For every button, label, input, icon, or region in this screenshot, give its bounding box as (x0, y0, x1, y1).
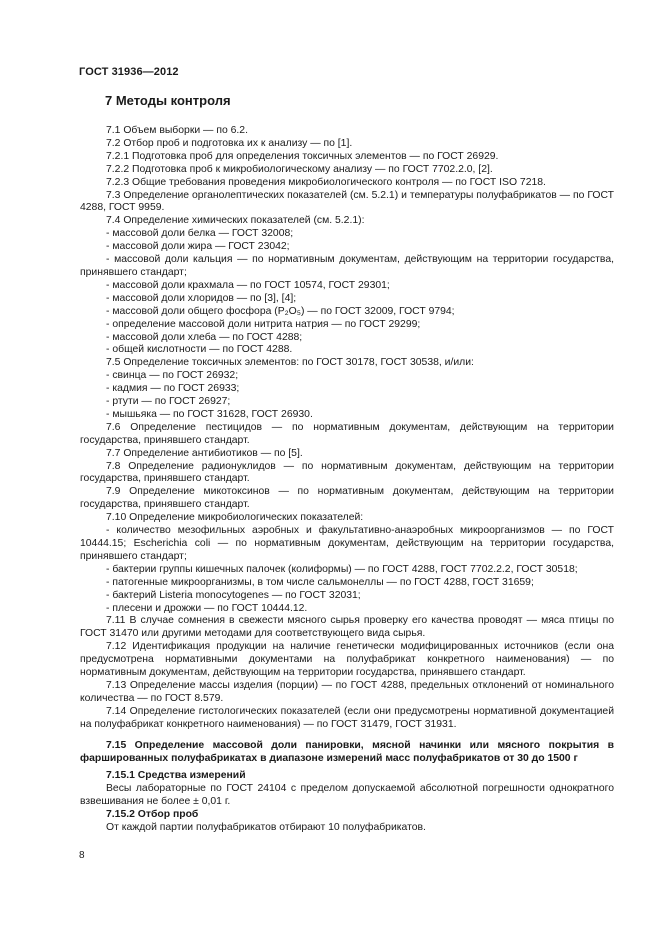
list-item: - количество мезофильных аэробных и факультативно-анаэробных микроорганизмов — по ГОСТ 10444.15; Escherichia coli — по нормативным документам, действующим на территории государства, принявшего стандарт; (80, 525, 614, 562)
subsection-heading-7-15-2: 7.15.2 Отбор проб (106, 809, 199, 821)
paragraph-7-8: 7.8 Определение радионуклидов — по нормативным документам, действующим на территории государства, принявшего стандарт. (80, 460, 614, 485)
list-item: - патогенные микроорганизмы, в том числе сальмонеллы — по ГОСТ 4288, ГОСТ 31659; (106, 576, 534, 588)
subsection-heading-7-15-1: 7.15.1 Средства измерений (106, 770, 246, 782)
subsection-heading-7-15: 7.15 Определение массовой доли панировки, мясной начинки или мясного покрытия в фаршированных полуфабрикатах в диапазоне измерений масс полуфабрикатов от 30 до 1500 г (80, 739, 614, 764)
paragraph-7-1: 7.1 Объем выборки — по 6.2. (106, 125, 248, 136)
list-item: - массовой доли общего фосфора (P₂O₅) — по ГОСТ 32009, ГОСТ 9794; (106, 305, 455, 317)
paragraph-7-10: 7.10 Определение микробиологических показателей: (106, 512, 364, 524)
paragraph-7-2-1: 7.2.1 Подготовка проб для определения токсичных элементов — по ГОСТ 26929. (106, 150, 499, 162)
paragraph-7-12: 7.12 Идентификация продукции на наличие генетически модифицированных источников (если она предусмотрена нормативными документами на полуфабрикат конкретного наименования) — по нормативным документам, действующим на территории государства, принявшего стандарт. (80, 641, 614, 679)
list-item: - мышьяка — по ГОСТ 31628, ГОСТ 26930. (106, 408, 313, 420)
paragraph-7-11: 7.11 В случае сомнения в свежести мясного сырья проверку его качества проводят — мяса птицы по ГОСТ 31470 или другими методами для соответствующего вида сырья. (80, 615, 614, 640)
document-code-header: ГОСТ 31936—2012 (79, 66, 179, 78)
paragraph-7-2-3: 7.2.3 Общие требования проведения микробиологического контроля — по ГОСТ ISO 7218. (106, 176, 546, 188)
section-body (80, 125, 614, 835)
paragraph-7-2: 7.2 Отбор проб и подготовка их к анализу — по [1]. (106, 137, 353, 149)
list-item: - бактерий Listeria monocytogenes — по ГОСТ 32031; (106, 589, 361, 601)
list-item: - массовой доли хлеба — по ГОСТ 4288; (106, 331, 303, 343)
paragraph-7-15-2-body: От каждой партии полуфабрикатов отбирают 10 полуфабрикатов. (106, 822, 426, 834)
paragraph-7-6: 7.6 Определение пестицидов — по нормативным документам, действующим на территории государства, принявшего стандарт. (80, 421, 614, 446)
list-item: - общей кислотности — по ГОСТ 4288. (106, 344, 293, 356)
list-item: - плесени и дрожжи — по ГОСТ 10444.12. (106, 602, 308, 614)
paragraph-7-9: 7.9 Определение микотоксинов — по нормативным документам, действующим на территории государства, принявшего стандарт. (80, 486, 614, 511)
list-item: - бактерии группы кишечных палочек (колиформы) — по ГОСТ 4288, ГОСТ 7702.2.2, ГОСТ 30518; (106, 563, 578, 575)
list-item: - определение массовой доли нитрита натрия — по ГОСТ 29299; (106, 318, 421, 330)
paragraph-7-4: 7.4 Определение химических показателей (см. 5.2.1): (106, 215, 365, 227)
section-heading: 7 Методы контроля (105, 93, 231, 108)
list-item: - свинца — по ГОСТ 26932; (106, 370, 239, 382)
paragraph-7-13: 7.13 Определение массы изделия (порции) — по ГОСТ 4288, предельных отклонений от номинального количества — по ГОСТ 8.579. (80, 679, 614, 704)
list-item: - кадмия — по ГОСТ 26933; (106, 383, 240, 395)
paragraph-7-3: 7.3 Определение органолептических показателей (см. 5.2.1) и температуры полуфабрикатов — по ГОСТ 4288, ГОСТ 9959. (80, 189, 614, 214)
list-item: - ртути — по ГОСТ 26927; (106, 396, 231, 408)
paragraph-7-15-1-body: Весы лабораторные по ГОСТ 24104 с пределом допускаемой абсолютной погрешности однократного взвешивания не более ± 0,01 г. (80, 783, 614, 808)
page-number: 8 (79, 850, 85, 861)
list-item: - массовой доли кальция — по нормативным документам, действующим на территории государства, принявшего стандарт; (80, 254, 614, 278)
paragraph-7-7: 7.7 Определение антибиотиков — по [5]. (106, 447, 303, 459)
list-item: - массовой доли хлоридов — по [3], [4]; (106, 292, 297, 304)
paragraph-7-14: 7.14 Определение гистологических показателей (если они предусмотрены нормативной документацией на полуфабрикат конкретного наименования) — по ГОСТ 31479, ГОСТ 31931. (80, 705, 614, 730)
list-item: - массовой доли жира — ГОСТ 23042; (106, 241, 290, 253)
paragraph-7-5: 7.5 Определение токсичных элементов: по ГОСТ 30178, ГОСТ 30538, и/или: (106, 357, 474, 369)
list-item: - массовой доли крахмала — по ГОСТ 10574, ГОСТ 29301; (106, 279, 390, 291)
list-item: - массовой доли белка — ГОСТ 32008; (106, 228, 294, 240)
paragraph-7-2-2: 7.2.2 Подготовка проб к микробиологическому анализу — по ГОСТ 7702.2.0, [2]. (106, 163, 493, 175)
